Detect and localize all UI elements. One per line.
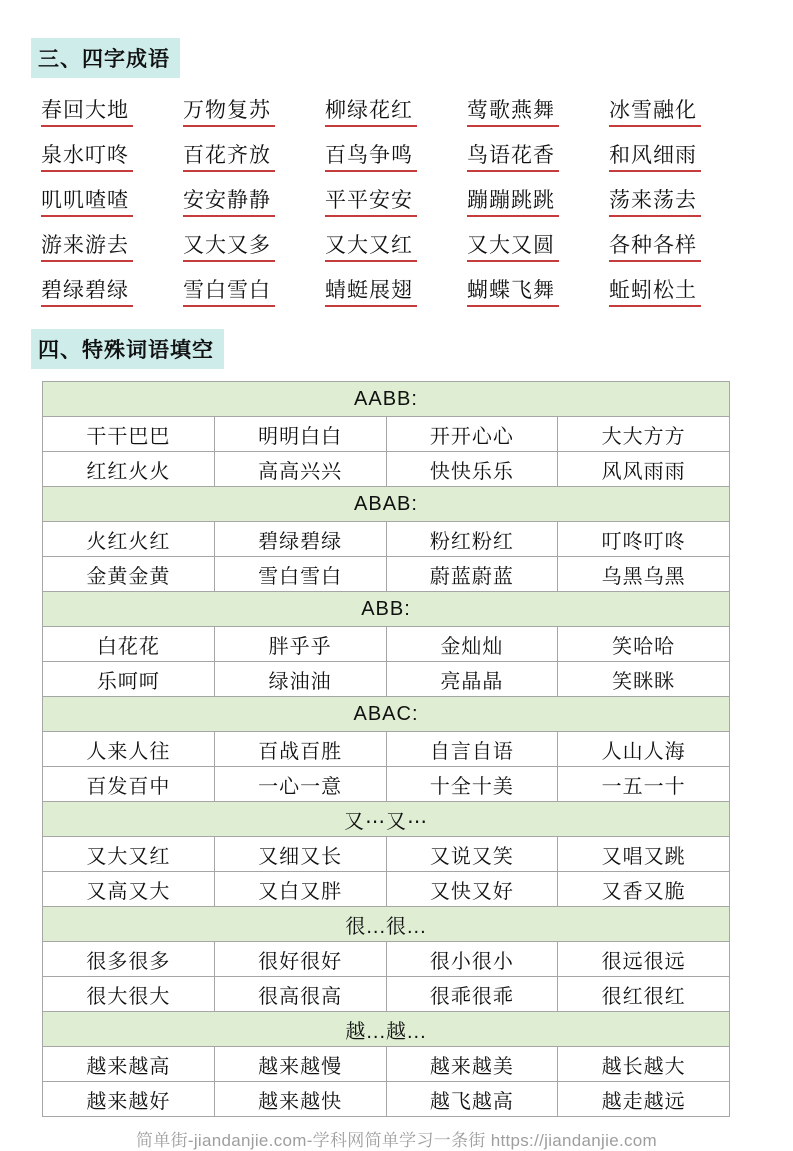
pattern-table	[42, 381, 730, 1117]
word-cell: 碧绿碧绿	[214, 522, 386, 557]
pattern-header-row	[43, 487, 730, 522]
pattern-header-label: ABAB:	[43, 487, 730, 522]
idiom-item: 游来游去	[41, 229, 133, 262]
word-cell: 又唱又跳	[558, 837, 730, 872]
word-cell: 一五一十	[558, 767, 730, 802]
word-cell: 高高兴兴	[214, 452, 386, 487]
word-cell: 明明白白	[214, 417, 386, 452]
idiom-item: 万物复苏	[183, 94, 275, 127]
word-cell: 很小很小	[386, 942, 558, 977]
table-row	[43, 452, 730, 487]
idiom-item: 各种各样	[609, 229, 701, 262]
word-cell: 雪白雪白	[214, 557, 386, 592]
word-cell: 蔚蓝蔚蓝	[386, 557, 558, 592]
word-cell: 越来越高	[43, 1047, 215, 1082]
word-cell: 越来越快	[214, 1082, 386, 1117]
table-row	[43, 872, 730, 907]
table-row	[43, 942, 730, 977]
idiom-grid	[41, 94, 751, 307]
pattern-header-row	[43, 1012, 730, 1047]
word-cell: 胖乎乎	[214, 627, 386, 662]
idiom-item: 蝴蝶飞舞	[467, 274, 559, 307]
word-cell: 笑眯眯	[558, 662, 730, 697]
word-cell: 很远很远	[558, 942, 730, 977]
word-cell: 金灿灿	[386, 627, 558, 662]
word-cell: 火红火红	[43, 522, 215, 557]
table-row	[43, 767, 730, 802]
word-cell: 很多很多	[43, 942, 215, 977]
idiom-item: 蹦蹦跳跳	[467, 184, 559, 217]
table-row	[43, 1082, 730, 1117]
table-row	[43, 977, 730, 1012]
pattern-header-label: AABB:	[43, 382, 730, 417]
word-cell: 大大方方	[558, 417, 730, 452]
word-cell: 越来越好	[43, 1082, 215, 1117]
table-row	[43, 417, 730, 452]
pattern-header-row	[43, 697, 730, 732]
pattern-header-label: ABB:	[43, 592, 730, 627]
word-cell: 很红很红	[558, 977, 730, 1012]
pattern-header-label: ABAC:	[43, 697, 730, 732]
pattern-header-row	[43, 592, 730, 627]
table-row	[43, 627, 730, 662]
word-cell: 又快又好	[386, 872, 558, 907]
word-cell: 叮咚叮咚	[558, 522, 730, 557]
table-row	[43, 522, 730, 557]
table-row	[43, 1047, 730, 1082]
word-cell: 越飞越高	[386, 1082, 558, 1117]
idiom-item: 又大又多	[183, 229, 275, 262]
word-cell: 又高又大	[43, 872, 215, 907]
pattern-header-label: 又⋯又⋯	[43, 802, 730, 837]
idiom-item: 百花齐放	[183, 139, 275, 172]
word-cell: 绿油油	[214, 662, 386, 697]
word-cell: 越来越慢	[214, 1047, 386, 1082]
pattern-header-label: 很...很...	[43, 907, 730, 942]
word-cell: 百发百中	[43, 767, 215, 802]
idiom-item: 莺歌燕舞	[467, 94, 559, 127]
pattern-table-body	[43, 382, 730, 1117]
word-cell: 十全十美	[386, 767, 558, 802]
word-cell: 乌黑乌黑	[558, 557, 730, 592]
word-cell: 风风雨雨	[558, 452, 730, 487]
idiom-item: 蜻蜓展翅	[325, 274, 417, 307]
pattern-header-row	[43, 802, 730, 837]
pattern-header-row	[43, 382, 730, 417]
footer-watermark: 简单街-jiandanjie.com-学科网简单学习一条街 https://jiandanjie.com	[135, 1131, 658, 1150]
word-cell: 自言自语	[386, 732, 558, 767]
idiom-item: 鸟语花香	[467, 139, 559, 172]
table-row	[43, 837, 730, 872]
idiom-item: 平平安安	[325, 184, 417, 217]
word-cell: 很大很大	[43, 977, 215, 1012]
table-row	[43, 732, 730, 767]
word-cell: 金黄金黄	[43, 557, 215, 592]
word-cell: 越走越远	[558, 1082, 730, 1117]
word-cell: 又白又胖	[214, 872, 386, 907]
section-title-idioms: 三、四字成语	[31, 38, 180, 78]
word-cell: 很高很高	[214, 977, 386, 1012]
idiom-item: 叽叽喳喳	[41, 184, 133, 217]
idiom-item: 雪白雪白	[183, 274, 275, 307]
word-cell: 笑哈哈	[558, 627, 730, 662]
idiom-item: 荡来荡去	[609, 184, 701, 217]
word-cell: 又说又笑	[386, 837, 558, 872]
pattern-header-label: 越...越...	[43, 1012, 730, 1047]
word-cell: 红红火火	[43, 452, 215, 487]
idiom-item: 和风细雨	[609, 139, 701, 172]
word-cell: 干干巴巴	[43, 417, 215, 452]
idiom-item: 蚯蚓松土	[609, 274, 701, 307]
word-cell: 人来人往	[43, 732, 215, 767]
idiom-item: 泉水叮咚	[41, 139, 133, 172]
idiom-item: 又大又红	[325, 229, 417, 262]
word-cell: 快快乐乐	[386, 452, 558, 487]
word-cell: 百战百胜	[214, 732, 386, 767]
idiom-item: 安安静静	[183, 184, 275, 217]
table-row	[43, 557, 730, 592]
word-cell: 很乖很乖	[386, 977, 558, 1012]
word-cell: 越来越美	[386, 1047, 558, 1082]
word-cell: 白花花	[43, 627, 215, 662]
word-cell: 又大又红	[43, 837, 215, 872]
word-cell: 亮晶晶	[386, 662, 558, 697]
word-cell: 越长越大	[558, 1047, 730, 1082]
table-row	[43, 662, 730, 697]
idiom-item: 碧绿碧绿	[41, 274, 133, 307]
pattern-header-row	[43, 907, 730, 942]
idiom-item: 柳绿花红	[325, 94, 417, 127]
word-cell: 人山人海	[558, 732, 730, 767]
idiom-item: 又大又圆	[467, 229, 559, 262]
word-cell: 粉红粉红	[386, 522, 558, 557]
word-cell: 很好很好	[214, 942, 386, 977]
idiom-item: 春回大地	[41, 94, 133, 127]
word-cell: 乐呵呵	[43, 662, 215, 697]
word-cell: 开开心心	[386, 417, 558, 452]
idiom-item: 冰雪融化	[609, 94, 701, 127]
word-cell: 一心一意	[214, 767, 386, 802]
word-cell: 又香又脆	[558, 872, 730, 907]
idiom-item: 百鸟争鸣	[325, 139, 417, 172]
section-title-special-words: 四、特殊词语填空	[31, 329, 224, 369]
word-cell: 又细又长	[214, 837, 386, 872]
